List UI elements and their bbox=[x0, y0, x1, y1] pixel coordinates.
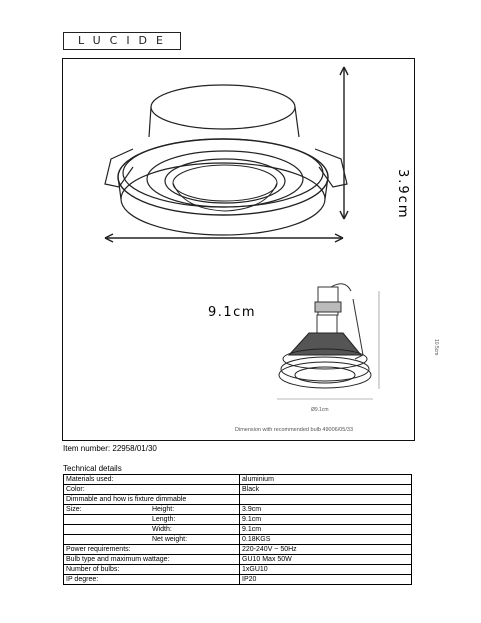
small-height-label: 10.5cm bbox=[433, 339, 439, 356]
spec-label-cell bbox=[64, 485, 240, 495]
technical-details-title: Technical details bbox=[63, 464, 122, 473]
spec-sublabel: Net weight: bbox=[152, 536, 188, 543]
spec-label-cell bbox=[64, 545, 240, 555]
spec-label-cell bbox=[64, 505, 240, 515]
table-row bbox=[64, 565, 412, 575]
spec-label: Number of bulbs: bbox=[66, 566, 120, 573]
table-row bbox=[64, 495, 412, 505]
spec-sublabel: Height: bbox=[152, 506, 175, 513]
spec-value bbox=[240, 495, 412, 505]
spec-label-cell bbox=[64, 575, 240, 585]
product-drawing bbox=[63, 59, 416, 442]
brand-logo: LUCIDE bbox=[63, 32, 181, 50]
product-drawing-frame bbox=[62, 58, 439, 441]
spec-value: aluminium bbox=[240, 475, 412, 485]
table-row bbox=[64, 525, 412, 535]
item-number bbox=[63, 444, 157, 453]
spec-label: Dimmable and how is fixture dimmable bbox=[66, 496, 187, 503]
spec-label: Power requirements: bbox=[66, 546, 131, 553]
spec-value: 1xGU10 bbox=[240, 565, 412, 575]
spec-label: IP degree: bbox=[66, 576, 99, 583]
spec-label-cell bbox=[64, 535, 240, 545]
small-width-label: Ø9.1cm bbox=[311, 407, 329, 413]
spec-value: Black bbox=[240, 485, 412, 495]
table-row bbox=[64, 515, 412, 525]
width-dimension-label: 9.1cm bbox=[208, 305, 256, 320]
spec-value: 0.18KGS bbox=[240, 535, 412, 545]
item-number-label: Item number: bbox=[63, 444, 111, 453]
spec-value: 3.9cm bbox=[240, 505, 412, 515]
height-dimension-label: 3.9cm bbox=[395, 169, 410, 220]
spec-value: GU10 Max 50W bbox=[240, 555, 412, 565]
spec-label: Bulb type and maximum wattage: bbox=[66, 556, 170, 563]
spec-label-cell bbox=[64, 475, 240, 485]
spec-sublabel: Length: bbox=[152, 516, 176, 523]
table-row bbox=[64, 575, 412, 585]
spec-value: 9.1cm bbox=[240, 515, 412, 525]
spec-label-cell bbox=[64, 515, 240, 525]
dimension-note: Dimension with recommended bulb 49006/05/33 bbox=[235, 427, 354, 433]
table-row bbox=[64, 485, 412, 495]
spec-label-cell bbox=[64, 555, 240, 565]
technical-details-table bbox=[63, 474, 412, 585]
spec-label-cell bbox=[64, 565, 240, 575]
spec-value: 9.1cm bbox=[240, 525, 412, 535]
table-row bbox=[64, 535, 412, 545]
spec-label: Materials used: bbox=[66, 476, 114, 483]
spec-label-cell bbox=[64, 495, 240, 505]
spec-sublabel: Width: bbox=[152, 526, 172, 533]
spec-label-cell bbox=[64, 525, 240, 535]
table-row bbox=[64, 505, 412, 515]
table-row bbox=[64, 555, 412, 565]
table-row bbox=[64, 475, 412, 485]
spec-label: Color: bbox=[66, 486, 85, 493]
spec-value: 220-240V ~ 50Hz bbox=[240, 545, 412, 555]
spec-value: IP20 bbox=[240, 575, 412, 585]
table-row bbox=[64, 545, 412, 555]
spec-label: Size: bbox=[66, 506, 82, 513]
item-number-value: 22958/01/30 bbox=[112, 444, 157, 453]
